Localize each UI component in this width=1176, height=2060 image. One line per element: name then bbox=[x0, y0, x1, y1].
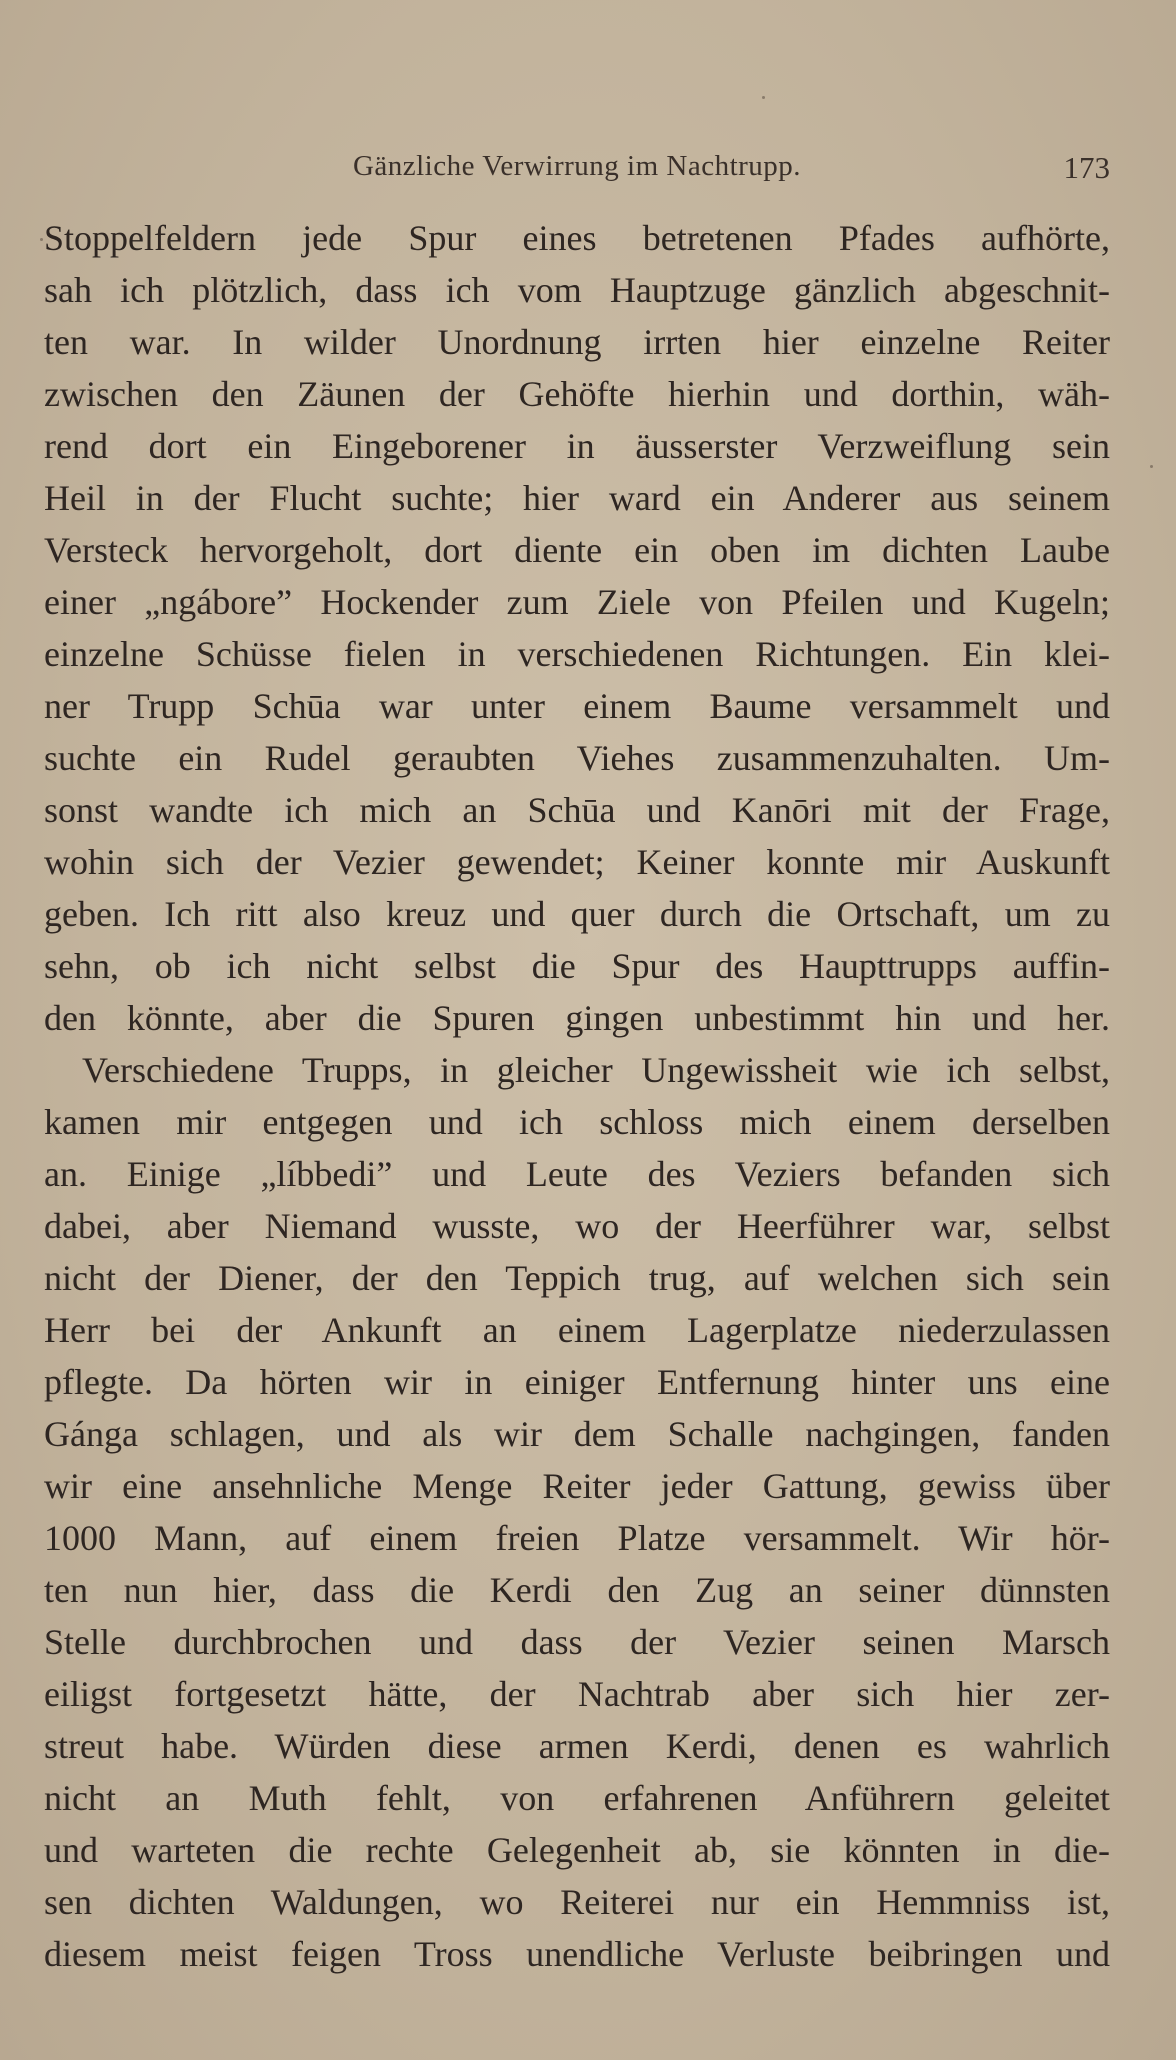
running-header bbox=[44, 150, 1110, 190]
text-line: wir eine ansehnliche Menge Reiter jeder Gattung, gewiss über bbox=[44, 1466, 1110, 1506]
text-line: einer „ngábore” Hockender zum Ziele von Pfeilen und Kugeln; bbox=[44, 582, 1110, 622]
text-line: eiligst fortgesetzt hätte, der Nachtrab aber sich hier zer- bbox=[44, 1674, 1110, 1714]
text-line: Gánga schlagen, und als wir dem Schalle nachgingen, fanden bbox=[44, 1414, 1110, 1454]
paper-speck bbox=[762, 96, 765, 99]
text-line: sehn, ob ich nicht selbst die Spur des Haupttrupps auffin- bbox=[44, 946, 1110, 986]
body-text bbox=[44, 212, 1110, 1980]
text-line: wohin sich der Vezier gewendet; Keiner konnte mir Auskunft bbox=[44, 842, 1110, 882]
text-line: sah ich plötzlich, dass ich vom Hauptzuge gänzlich abgeschnit- bbox=[44, 270, 1110, 310]
text-line: Herr bei der Ankunft an einem Lagerplatze niederzulassen bbox=[44, 1310, 1110, 1350]
text-line: Versteck hervorgeholt, dort diente ein oben im dichten Laube bbox=[44, 530, 1110, 570]
text-line: rend dort ein Eingeborener in äusserster Verzweiflung sein bbox=[44, 426, 1110, 466]
paper-speck bbox=[40, 238, 43, 241]
text-line: 1000 Mann, auf einem freien Platze versammelt. Wir hör- bbox=[44, 1518, 1110, 1558]
text-line: kamen mir entgegen und ich schloss mich einem derselben bbox=[44, 1102, 1110, 1142]
text-line: und warteten die rechte Gelegenheit ab, sie könnten in die- bbox=[44, 1830, 1110, 1870]
text-line: ten nun hier, dass die Kerdi den Zug an seiner dünnsten bbox=[44, 1570, 1110, 1610]
text-line: streut habe. Würden diese armen Kerdi, denen es wahrlich bbox=[44, 1726, 1110, 1766]
text-line: Verschiedene Trupps, in gleicher Ungewissheit wie ich selbst, bbox=[82, 1050, 1110, 1090]
text-line: nicht der Diener, der den Teppich trug, auf welchen sich sein bbox=[44, 1258, 1110, 1298]
text-line: den könnte, aber die Spuren gingen unbestimmt hin und her. bbox=[44, 998, 1110, 1038]
text-line: Stoppelfeldern jede Spur eines betretenen Pfades aufhörte, bbox=[44, 218, 1110, 258]
text-line: ner Trupp Schūa war unter einem Baume versammelt und bbox=[44, 686, 1110, 726]
page-number: 173 bbox=[1063, 150, 1110, 185]
text-line: geben. Ich ritt also kreuz und quer durch die Ortschaft, um zu bbox=[44, 894, 1110, 934]
text-line: diesem meist feigen Tross unendliche Verluste beibringen und bbox=[44, 1934, 1110, 1974]
text-line: pflegte. Da hörten wir in einiger Entfernung hinter uns eine bbox=[44, 1362, 1110, 1402]
text-line: sonst wandte ich mich an Schūa und Kanōri mit der Frage, bbox=[44, 790, 1110, 830]
text-line: dabei, aber Niemand wusste, wo der Heerführer war, selbst bbox=[44, 1206, 1110, 1246]
text-line: Heil in der Flucht suchte; hier ward ein Anderer aus seinem bbox=[44, 478, 1110, 518]
text-line: einzelne Schüsse fielen in verschiedenen Richtungen. Ein klei- bbox=[44, 634, 1110, 674]
text-line: Stelle durchbrochen und dass der Vezier seinen Marsch bbox=[44, 1622, 1110, 1662]
text-line: suchte ein Rudel geraubten Viehes zusammenzuhalten. Um- bbox=[44, 738, 1110, 778]
text-line: sen dichten Waldungen, wo Reiterei nur ein Hemmniss ist, bbox=[44, 1882, 1110, 1922]
text-line: ten war. In wilder Unordnung irrten hier einzelne Reiter bbox=[44, 322, 1110, 362]
text-line: zwischen den Zäunen der Gehöfte hierhin und dorthin, wäh- bbox=[44, 374, 1110, 414]
text-line: nicht an Muth fehlt, von erfahrenen Anführern geleitet bbox=[44, 1778, 1110, 1818]
paper-speck bbox=[1150, 465, 1153, 468]
text-line: an. Einige „líbbedi” und Leute des Veziers befanden sich bbox=[44, 1154, 1110, 1194]
running-title: Gänzliche Verwirrung im Nachtrupp. bbox=[352, 150, 802, 182]
